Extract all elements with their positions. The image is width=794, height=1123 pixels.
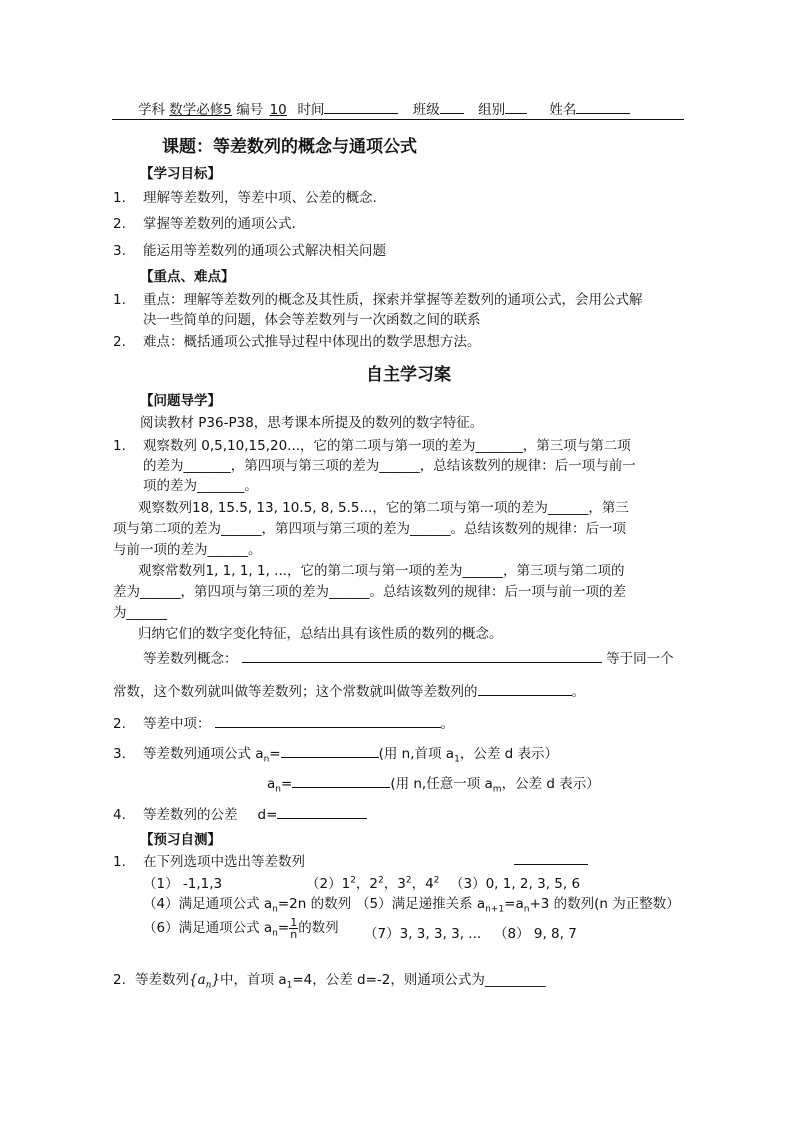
- guide-q3b: [267, 772, 600, 795]
- self-study-title: 自主学习案: [366, 365, 451, 385]
- header-row: [138, 98, 630, 118]
- keypoint-text: 难点：概括通项公式推导过程中体现出的数学思想方法。: [143, 334, 481, 350]
- name-blank: [576, 99, 630, 114]
- opt4-rest: =2n 的数列: [277, 896, 352, 912]
- guide-intro: 阅读教材 P36-P38，思考课本所提及的数列的数字特征。: [140, 415, 484, 431]
- guide-q2-num: 2.: [113, 716, 126, 732]
- opt6-eq: =: [277, 920, 290, 936]
- keypoint-text-line1: 重点：理解等差数列的概念及其性质，探索并掌握等差数列的通项公式，会用公式解: [143, 292, 643, 308]
- keypoints-heading: 【重点、难点】: [140, 269, 235, 285]
- guide-q1-text: 观察数列 0,5,10,15,20...，它的第二项与第一项的差为_______，第三项与第二项: [143, 438, 631, 454]
- opt2-rest3: ，4: [411, 876, 434, 892]
- opt6-pre: （6）满足通项公式 a: [143, 920, 273, 936]
- opt4-pre: （4）满足通项公式 a: [143, 896, 273, 912]
- subject-value: 数学必修5: [169, 102, 232, 118]
- number-label: 编号: [236, 102, 264, 118]
- preview-option-6: [143, 916, 339, 940]
- seq-sub: n: [205, 980, 212, 991]
- goal-num: 3.: [113, 243, 126, 259]
- keypoint-item-2: [113, 330, 481, 350]
- guide-summary: 归纳它们的数字变化特征，总结出具有该性质的数列的概念。: [138, 626, 503, 642]
- group-blank: [505, 99, 527, 114]
- preview-q1-answer-blank: [514, 850, 588, 865]
- guide-q1c-line2: 差为______，第四项与第三项的差为______。总结该数列的规律：后一项与前一项的差: [113, 584, 626, 600]
- name-label: 姓名: [549, 102, 577, 118]
- concept-line1: [143, 647, 674, 667]
- subject-label: 学科: [138, 102, 165, 118]
- keypoint-item-1: [113, 288, 643, 308]
- guide-q4: [113, 803, 367, 823]
- opt5-sub1: n+1: [485, 904, 505, 915]
- preview-q2-sub: 1: [286, 980, 293, 991]
- guide-q3: [113, 742, 558, 765]
- sequence-symbol: [189, 972, 221, 991]
- guide-q1-line2: 的差为_______，第四项与第三项的差为______，总结该数列的规律：后一项与前一: [143, 458, 636, 474]
- guide-q3-note: (用 n,首项 a: [378, 746, 455, 762]
- guide-q3b-note-tail: ，公差 d 表示）: [501, 776, 600, 792]
- opt6-sub: n: [272, 928, 278, 939]
- guide-heading: 【问题导学】: [140, 393, 221, 409]
- group-label: 组别: [478, 102, 506, 118]
- guide-q3-eq: =: [269, 746, 281, 762]
- concept-tail: 等于同一个: [606, 651, 674, 667]
- guide-q1-line1: [113, 434, 631, 454]
- guide-q3b-eq: =: [281, 776, 293, 792]
- goal-item-3: [113, 239, 386, 259]
- preview-q1: [113, 850, 305, 870]
- opt5-mid: =a: [504, 896, 524, 912]
- header-divider: [112, 119, 684, 120]
- opt5-rest: +3 的数列(n 为正整数）: [529, 896, 680, 912]
- sup: 2: [433, 875, 440, 886]
- opt2-pre: （2）1: [306, 876, 351, 892]
- formula-blank-1: [281, 743, 379, 758]
- goal-item-1: [113, 186, 377, 206]
- guide-q3-note-tail: ，公差 d 表示）: [459, 746, 558, 762]
- guide-q4-num: 4.: [113, 807, 126, 823]
- goal-item-2: [113, 212, 296, 232]
- fraction: [289, 917, 298, 940]
- guide-q1-line3: 项的差为_______。: [143, 478, 258, 494]
- guide-q1c-line1: 观察常数列1, 1, 1, 1, ...，它的第二项与第一项的差为______，第三项与第二项的: [138, 563, 625, 579]
- guide-q3b-sub: n: [275, 784, 281, 795]
- opt6-rest: 的数列: [298, 920, 339, 936]
- preview-option-8: （8） 9, 8, 7: [494, 926, 577, 942]
- fraction-denominator: n: [290, 927, 298, 941]
- seq-open: {a: [189, 972, 206, 988]
- preview-q1-text: 在下列选项中选出等差数列: [143, 854, 305, 870]
- guide-q1b-line1: 观察数列18, 15.5, 13, 10.5, 8, 5.5...，它的第二项与第一项的差为______，第三: [138, 500, 629, 516]
- opt2-rest2: ，3: [383, 876, 406, 892]
- guide-q4-label: 等差数列的公差: [143, 807, 238, 823]
- guide-q3b-note: (用 n,任意一项 a: [390, 776, 493, 792]
- sup: 2: [350, 875, 356, 886]
- goal-num: 2.: [113, 216, 126, 232]
- preview-q2-rest2: =4，公差 d=-2，则通项公式为_________: [292, 972, 546, 988]
- goal-text: 掌握等差数列的通项公式.: [143, 216, 296, 232]
- preview-option-7: （7）3, 3, 3, 3, ...: [364, 926, 482, 942]
- tolerance-blank: [478, 681, 572, 696]
- guide-q4-eq: d=: [257, 807, 278, 823]
- goals-heading: 【学习目标】: [140, 166, 221, 182]
- keypoint-text-line2: 决一些简单的问题，体会等差数列与一次函数之间的联系: [143, 312, 481, 328]
- keypoint-num: 1.: [113, 292, 126, 308]
- preview-q2-pre: 等差数列: [135, 972, 189, 988]
- middle-term-blank: [215, 713, 441, 728]
- preview-q2: [113, 968, 546, 991]
- time-label: 时间: [297, 102, 325, 118]
- preview-option-5: [356, 892, 680, 915]
- opt5-sub2: n: [523, 904, 530, 915]
- guide-q3-label: 等差数列通项公式 a: [143, 746, 264, 762]
- guide-q2: [113, 712, 454, 732]
- guide-q3b-note-sub: m: [492, 784, 502, 795]
- guide-q3b-label: a: [267, 776, 276, 792]
- preview-option-1: （1） -1,1,3: [143, 876, 223, 892]
- fraction-numerator: 1: [290, 915, 298, 929]
- preview-option-4: [143, 892, 351, 915]
- guide-q1c-line3: 为______: [113, 605, 167, 621]
- sup: 2: [405, 875, 412, 886]
- class-label: 班级: [412, 102, 440, 118]
- class-blank: [440, 99, 464, 114]
- concept-line2: [113, 680, 585, 700]
- keypoint-num: 2.: [113, 334, 126, 350]
- guide-q1-num: 1.: [113, 438, 126, 454]
- concept-label: 等差数列概念：: [143, 651, 238, 667]
- guide-q2-end: 。: [440, 716, 454, 732]
- number-value: 10: [269, 102, 287, 118]
- preview-heading: 【预习自测】: [140, 832, 221, 848]
- sup: 2: [378, 875, 384, 886]
- opt2-rest: ，2: [355, 876, 379, 892]
- guide-q3-note-sub: 1: [454, 754, 460, 765]
- goal-text: 能运用等差数列的通项公式解决相关问题: [143, 243, 386, 259]
- guide-q1b-line3: 与前一项的差为______。: [113, 542, 262, 558]
- guide-q2-label: 等差中项：: [143, 716, 211, 732]
- formula-blank-2: [292, 773, 390, 788]
- guide-q3-sub: n: [263, 754, 270, 765]
- opt4-sub: n: [272, 904, 278, 915]
- preview-q1-num: 1.: [113, 854, 126, 870]
- common-diff-blank: [277, 804, 367, 819]
- guide-q3-num: 3.: [113, 746, 126, 762]
- concept-end: 。: [571, 684, 585, 700]
- guide-q1b-line2: 项与第二项的差为______，第四项与第三项的差为______。总结该数列的规律：后一项: [113, 521, 626, 537]
- concept-blank: [242, 648, 602, 663]
- time-blank: [324, 99, 398, 114]
- lesson-title: 课题：等差数列的概念与通项公式: [162, 137, 417, 157]
- preview-option-2: [306, 872, 439, 892]
- goal-text: 理解等差数列，等差中项、公差的概念.: [143, 190, 377, 206]
- preview-q2-num: 2.: [113, 972, 126, 988]
- opt5-pre: （5）满足递推关系 a: [356, 896, 486, 912]
- seq-close: }: [211, 972, 221, 988]
- preview-q2-rest: 中，首项 a: [220, 972, 287, 988]
- preview-option-3: （3）0, 1, 2, 3, 5, 6: [450, 876, 581, 892]
- goal-num: 1.: [113, 190, 126, 206]
- concept-line2-text: 常数，这个数列就叫做等差数列；这个常数就叫做等差数列的: [113, 684, 478, 700]
